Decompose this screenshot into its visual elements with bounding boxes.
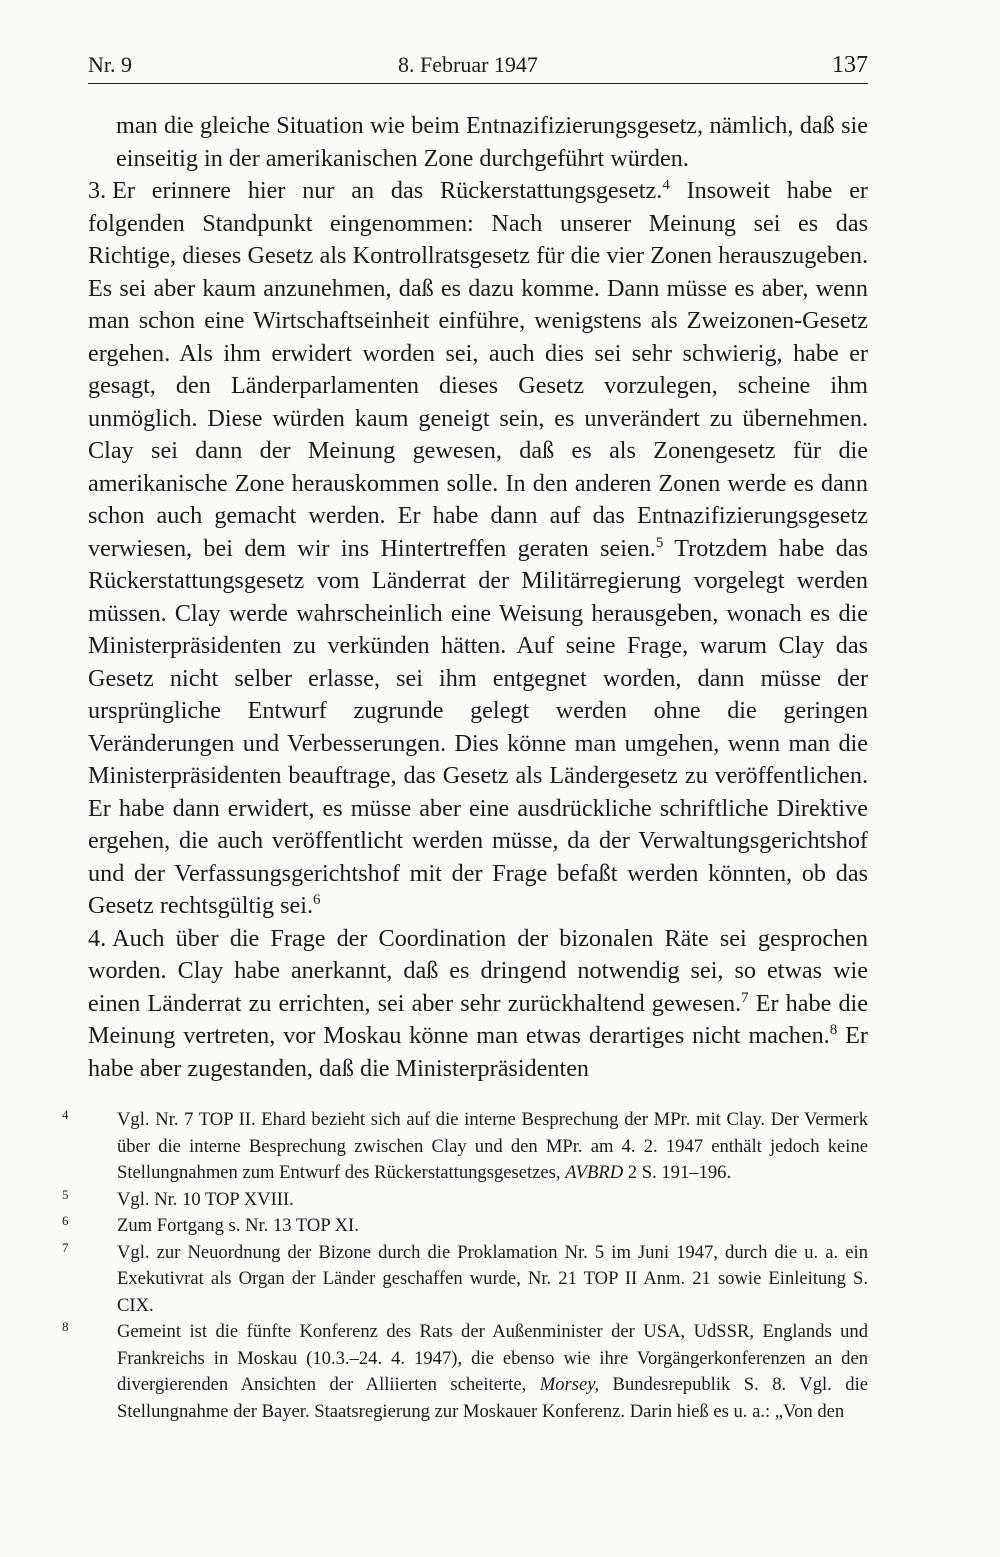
footnote-8 (62, 1319, 868, 1425)
footnote-text-end: Bundesrepublik S. 8. Vgl. die Stellungnahme der Bayer. Staatsregierung zur Moskauer Konferenz. Darin hieß es u. a.: „Von den (117, 1374, 868, 1422)
item-4-text-a: Auch über die Frage der Coordination der bizonalen Räte sei gesprochen worden. Clay habe anerkannt, daß es dringend notwendig sei, so etwas wie einen Länderrat zu errichten, sei aber sehr zurückhaltend gewesen. (88, 924, 868, 1017)
footnote-number: 7 (62, 1239, 69, 1255)
footnote-ref-8[interactable]: 8 (829, 1021, 838, 1038)
item-3-text-a: Er erinnere hier nur an das Rückerstattungsgesetz. (112, 177, 663, 204)
intro-paragraph (88, 110, 868, 175)
footnote-text: Gemeint ist die fünfte Konferenz des Rats der Außenminister der USA, UdSSR, Englands und Frankreichs in Moskau (10.3.–24. 4. 1947), die ebenso wie ihre Vorgängerkonferenzen an den divergierenden Ansichten der Alliierten scheiterte, (117, 1321, 868, 1395)
footnotes (62, 1107, 868, 1425)
document-number: Nr. 9 (88, 52, 132, 77)
footnote-text: Vgl. Nr. 10 TOP XVIII. (117, 1188, 294, 1210)
footnote-number: 8 (62, 1319, 69, 1334)
footnote-ref-6[interactable]: 6 (313, 891, 321, 908)
item-3-number: 3. (88, 177, 107, 204)
footnote-ref-7[interactable]: 7 (741, 989, 749, 1006)
item-3-text-b: Insoweit habe er folgenden Standpunkt eingenommen: Nach unserer Meinung sei es das Richtige, dieses Gesetz als Kontrollratsgesetz für die vier Zonen herauszugeben. Es sei aber kaum anzunehmen, daß es dazu komme. Dann müsse es aber, wenn man schon eine Wirtschaftseinheit einführe, wenigstens als Zweizonen-Gesetz ergehen. Als ihm erwidert worden sei, auch dies sei sehr schwierig, habe er gesagt, den Länderparlamenten dieses Gesetz vorzulegen, scheine ihm unmöglich. Diese würden kaum geneigt sein, es unverändert zu übernehmen. Clay sei dann der Meinung gewesen, daß es als Zonengesetz für die amerikanische Zone herauskommen solle. In den anderen Zonen werde es dann schon auch gemacht werden. Er habe dann auf das Entnazifizierungsgesetz verwiesen, bei dem wir ins Hintertreffen geraten seien. (88, 177, 868, 562)
footnote-4 (62, 1107, 868, 1187)
footnote-number: 6 (62, 1213, 69, 1228)
item-4-number: 4. (88, 924, 107, 952)
main-text (88, 110, 868, 1085)
footnote-text: Vgl. zur Neuordnung der Bizone durch die Proklamation Nr. 5 im Juni 1947, durch die u. a. ein Exekutivrat als Organ der Länder geschaffen wurde, Nr. 21 TOP II Anm. 21 sowie Einleitung S. CIX. (117, 1241, 868, 1316)
list-item-3 (88, 175, 868, 923)
footnote-italic: Morsey, (539, 1374, 600, 1395)
page-number: 137 (832, 52, 868, 78)
footnote-text: Zum Fortgang s. Nr. 13 TOP XI. (117, 1215, 359, 1236)
footnote-5 (62, 1186, 868, 1214)
intro-text: man die gleiche Situation wie beim Entnazifizierungsgesetz, nämlich, daß sie einseitig in der amerikanischen Zone durchgeführt würden. (116, 112, 868, 172)
item-3-text-c: Trotzdem habe das Rückerstattungsgesetz vom Länderrat der Militärregierung vorgelegt werden müssen. Clay werde wahrscheinlich eine Weisung herausgeben, wonach es die Ministerpräsidenten zu verkünden hätten. Auf seine Frage, warum Clay das Gesetz nicht selber erlasse, sei ihm entgegnet worden, dann müsse der ursprüngliche Entwurf zugrunde gelegt werden ohne die geringen Veränderungen und Verbesserungen. Dies könne man umgehen, wenn man die Ministerpräsidenten beauftrage, das Gesetz als Ländergesetz zu veröffentlichen. Er habe dann erwidert, es müsse aber eine ausdrückliche schriftliche Direktive ergehen, die auch veröffentlicht werden müsse, da der Verwaltungsgerichtshof und der Verfassungsgerichtshof mit der Frage befaßt werden könnten, ob das Gesetz rechtsgültig sei. (88, 534, 868, 919)
item-4-text-b: Er habe die Meinung vertreten, vor Moskau könne man etwas derartiges nicht machen. (88, 989, 868, 1049)
footnote-ref-4[interactable]: 4 (662, 176, 670, 193)
footnote-italic: AVBRD (565, 1162, 624, 1183)
footnote-number: 5 (62, 1186, 69, 1202)
item-4-text-c: Er habe aber zugestanden, daß die Ministerpräsidenten (88, 1022, 868, 1082)
running-head (88, 48, 868, 82)
footnote-6 (62, 1213, 868, 1240)
document-date: 8. Februar 1947 (398, 52, 538, 77)
footnote-7 (62, 1239, 868, 1320)
footnote-text: Vgl. Nr. 7 TOP II. Ehard bezieht sich auf die interne Besprechung der MPr. mit Clay. Der Vermerk über die interne Besprechung zwischen Clay und den MPr. am 4. 2. 1947 enthält jedoch keine Stellungnahmen zum Entwurf des Rückerstattungsgesetzes, (117, 1109, 868, 1183)
footnote-number: 4 (62, 1107, 69, 1122)
footnote-text-end: 2 S. 191–196. (623, 1162, 732, 1183)
header-rule (88, 83, 868, 84)
list-item-4 (88, 923, 868, 1086)
footnote-ref-5[interactable]: 5 (655, 534, 664, 551)
